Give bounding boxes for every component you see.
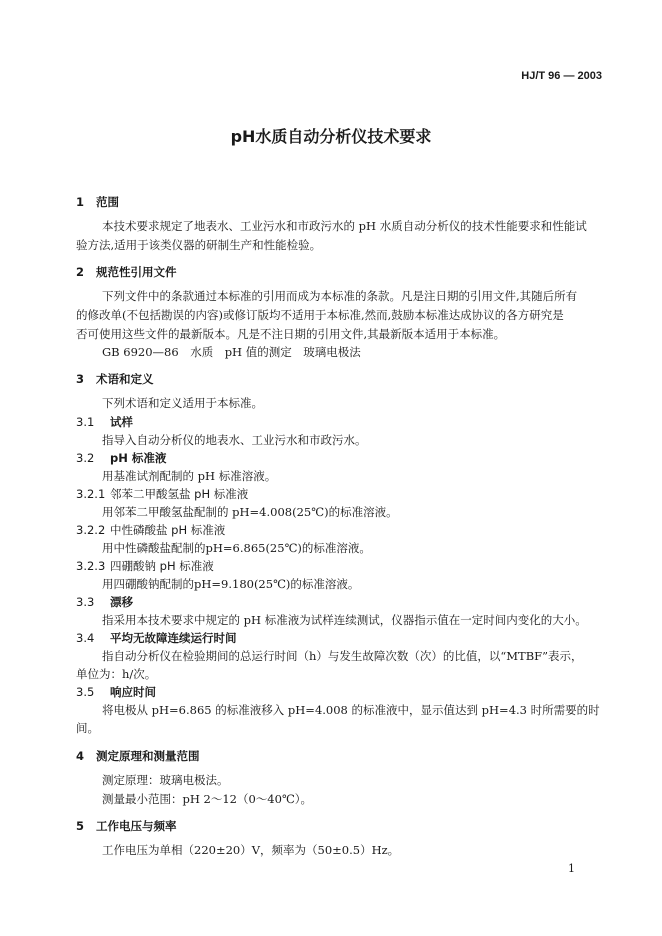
paragraph-line: 验方法,适用于该类仪器的研制生产和性能检验。	[76, 238, 322, 252]
section-2-heading	[76, 264, 177, 280]
paragraph-line: 本技术要求规定了地表水、工业污水和市政污水的 pH 水质自动分析仪的技术性能要求和性能试	[102, 219, 587, 233]
term-name: 中性磷酸盐 pH 标准液	[110, 523, 226, 537]
term-definition: 用四硼酸钠配制的pH=9.180(25℃)的标准溶液。	[102, 577, 360, 591]
paragraph-line: 测定原理：玻璃电极法。	[102, 773, 229, 787]
section-3-heading	[76, 371, 154, 387]
term-definition: 用基准试剂配制的 pH 标准溶液。	[102, 469, 277, 483]
section-title: 工作电压与频率	[96, 819, 177, 833]
section-number: 2	[76, 265, 85, 279]
paragraph-line: 测量最小范围：pH 2～12（0～40℃）。	[102, 792, 313, 806]
section-number: 5	[76, 819, 85, 833]
term-heading	[76, 630, 237, 646]
section-5-heading	[76, 818, 177, 834]
term-heading	[76, 558, 214, 574]
term-heading	[76, 684, 156, 700]
term-name: 漂移	[110, 595, 133, 609]
section-4-heading	[76, 748, 200, 764]
term-number: 3.2	[76, 451, 95, 465]
term-definition: 将电极从 pH=6.865 的标准液移入 pH=4.008 的标准液中，显示值达到 pH=4.3 时所需要的时	[102, 703, 600, 717]
section-number: 4	[76, 749, 85, 763]
term-definition: 指采用本技术要求中规定的 pH 标准液为试样连续测试，仪器指示值在一定时间内变化的大小。	[102, 613, 587, 627]
section-title: 术语和定义	[96, 372, 154, 386]
section-title: 范围	[96, 195, 119, 209]
term-heading	[76, 450, 166, 466]
page-title: pH水质自动分析仪技术要求	[230, 127, 432, 146]
term-number: 3.1	[76, 415, 95, 429]
section-number: 3	[76, 372, 85, 386]
term-definition: 用邻苯二甲酸氢盐配制的 pH=4.008(25℃)的标准溶液。	[102, 505, 398, 519]
paragraph-line: 下列术语和定义适用于本标准。	[102, 396, 263, 410]
term-number: 3.3	[76, 595, 95, 609]
term-definition: 用中性磷酸盐配制的pH=6.865(25℃)的标准溶液。	[102, 541, 371, 555]
section-number: 1	[76, 195, 85, 209]
term-number: 3.2.2	[76, 523, 106, 537]
term-name: pH 标准液	[110, 451, 167, 465]
term-name: 试样	[110, 415, 133, 429]
term-heading	[76, 522, 225, 538]
reference-standard: GB 6920—86 水质 pH 值的测定 玻璃电极法	[102, 345, 361, 359]
term-name: 四硼酸钠 pH 标准液	[110, 559, 214, 573]
page-number: 1	[568, 862, 575, 875]
term-name: 平均无故障连续运行时间	[110, 631, 237, 645]
paragraph-line: 的修改单(不包括勘误的内容)或修订版均不适用于本标准,然而,鼓励本标准达成协议的各方研究是	[76, 308, 564, 322]
term-name: 邻苯二甲酸氢盐 pH 标准液	[110, 487, 249, 501]
section-title: 规范性引用文件	[96, 265, 177, 279]
term-number: 3.2.1	[76, 487, 106, 501]
term-heading	[76, 486, 248, 502]
term-definition: 间。	[76, 721, 99, 735]
paragraph-line: 工作电压为单相（220±20）V，频率为（50±0.5）Hz。	[102, 843, 400, 857]
term-heading	[76, 594, 133, 610]
term-name: 响应时间	[110, 685, 156, 699]
term-definition: 指导入自动分析仪的地表水、工业污水和市政污水。	[102, 433, 367, 447]
term-number: 3.2.3	[76, 559, 106, 573]
term-number: 3.4	[76, 631, 95, 645]
section-1-heading	[76, 194, 119, 210]
paragraph-line: 否可使用这些文件的最新版本。凡是不注日期的引用文件,其最新版本适用于本标准。	[76, 327, 506, 341]
term-number: 3.5	[76, 685, 95, 699]
term-heading	[76, 414, 133, 430]
term-definition: 单位为：h/次。	[76, 667, 157, 681]
term-definition: 指自动分析仪在检验期间的总运行时间（h）与发生故障次数（次）的比值，以“MTBF”表示，	[102, 649, 583, 663]
section-title: 测定原理和测量范围	[96, 749, 200, 763]
paragraph-line: 下列文件中的条款通过本标准的引用而成为本标准的条款。凡是注日期的引用文件,其随后所有	[102, 289, 578, 303]
standard-number: HJ/T 96 — 2003	[521, 70, 602, 82]
